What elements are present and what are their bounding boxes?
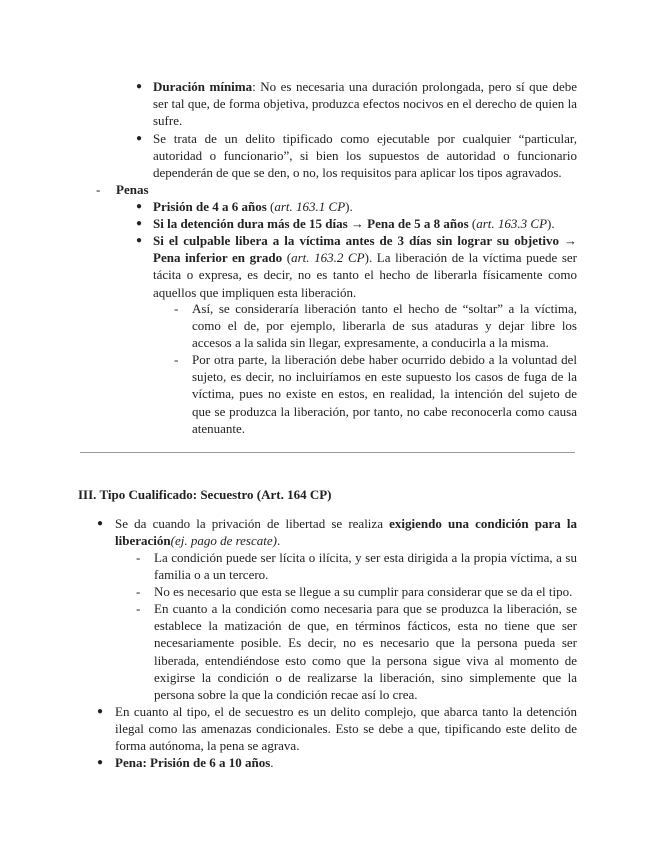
item-text: Se trata de un delito tipificado como ejecutable por cualquier “particular, autoridad o funcionario”, si bien los supuestos de autoridad o funcionario dependerán de que se den, o no, los requisitos para aplicar los tipos agravados.	[153, 131, 577, 181]
sub-item	[192, 300, 577, 352]
emphasis-text: exigiendo una condición para la liberación	[115, 516, 577, 549]
dash-marker: -	[136, 584, 141, 599]
article-ref: art. 163.2 CP	[291, 250, 365, 266]
dash-marker: -	[136, 601, 141, 616]
item-text: En cuanto al tipo, el de secuestro es un delito complejo, que abarca tanto la detención ilegal como las amenazas condicionales. Esto se debe a que, tipificando este delito de forma autónoma, la pena se agrava.	[115, 704, 577, 754]
bullet-icon: ●	[97, 757, 104, 768]
bullet-icon: ●	[136, 201, 143, 212]
bullet-icon: ●	[97, 518, 104, 529]
dash-marker: -	[174, 301, 179, 316]
sub-item	[154, 549, 577, 583]
list-item	[153, 198, 577, 215]
list-item	[153, 78, 577, 130]
item-text: La condición puede ser lícita o ilícita, y ser esta dirigida a la propia víctima, a su familia o a un tercero.	[154, 550, 577, 583]
list-item	[153, 130, 577, 182]
bullet-icon: ●	[136, 81, 143, 92]
item-text: Por otra parte, la liberación debe haber ocurrido debido a la voluntad del sujeto, es decir, no incluiríamos en este supuesto los casos de fuga de la víctima, pues no existe en estos, en realidad, la intención del sujeto de que se produzca la liberación, por tanto, no cabe reconocerla como causa atenuante.	[192, 352, 577, 436]
sub-item	[154, 600, 577, 703]
item-text: Así, se consideraría liberación tanto el hecho de “soltar” a la víctima, como el de, por ejemplo, liberarla de sus ataduras y dejar libre los accesos a la salida sin llegar, expresamente, a conducirla a la misma.	[192, 301, 577, 351]
sub-item	[154, 583, 577, 600]
item-text: Se da cuando la privación de libertad se realiza	[115, 516, 390, 531]
paren-open: (	[282, 250, 292, 266]
dash-marker: -	[96, 182, 101, 197]
pena-text: Pena: Prisión de 6 a 10 años	[115, 755, 271, 770]
sub-item	[192, 351, 577, 437]
bullet-icon: ●	[136, 133, 143, 144]
dash-marker: -	[174, 352, 179, 367]
article-ref: art. 163.3 CP	[476, 216, 548, 231]
pena-text: Si la detención dura más de 15 días → Pena de 5 a 8 años	[153, 216, 469, 231]
pena-text: Prisión de 4 a 6 años	[153, 199, 267, 214]
item-text: En cuanto a la condición como necesaria para que se produzca la liberación, se establece la matización de que, en términos fácticos, esta no tiene que ser necesariamente posible. Es decir, no es necesario que la persona pueda ser liberada, entendiéndose esto como que la persona sigue viva al momento de exigirse la condición o de realizarse la liberación, sino simplemente que la persona sobre la que la condición recae así lo crea.	[154, 601, 577, 703]
paren-close: ).	[345, 199, 353, 214]
list-item	[153, 232, 577, 301]
list-item	[115, 703, 577, 755]
item-text: ). La liberación de la víctima puede ser tácita o expresa, es decir, no es tanto el hecho de liberarla físicamente como aquellos que impliquen esta liberación.	[153, 250, 577, 300]
list-item	[115, 515, 577, 549]
term-label: Duración mínima	[153, 79, 253, 94]
bullet-icon: ●	[97, 706, 104, 717]
period: .	[276, 533, 281, 549]
list-item	[153, 215, 577, 232]
period: .	[270, 755, 274, 770]
penas-label: Penas	[116, 182, 149, 197]
item-text: No es necesario que esta se llegue a su cumplir para considerar que se da el tipo.	[154, 584, 573, 599]
pena-text: Si el culpable libera a la víctima antes de 3 días sin lograr su objetivo → Pena inferior en grado	[153, 233, 577, 266]
bullet-icon: ●	[136, 218, 143, 229]
list-item	[115, 754, 577, 771]
bullet-icon: ●	[136, 235, 143, 246]
paren-open: (	[266, 199, 275, 214]
horizontal-divider	[80, 452, 575, 453]
paren-close: ).	[547, 216, 555, 231]
paren-open: (	[468, 216, 477, 231]
dash-marker: -	[136, 550, 141, 565]
example-text: (ej. pago de rescate)	[170, 533, 277, 549]
section-heading: III. Tipo Cualificado: Secuestro (Art. 164 CP)	[78, 487, 332, 502]
article-ref: art. 163.1 CP	[274, 199, 346, 214]
item-text: : No es necesaria una duración prolongada, pero sí que debe ser tal que, de forma objetiva, produzca efectos nocivos en el derecho de quien la sufre.	[153, 79, 577, 129]
